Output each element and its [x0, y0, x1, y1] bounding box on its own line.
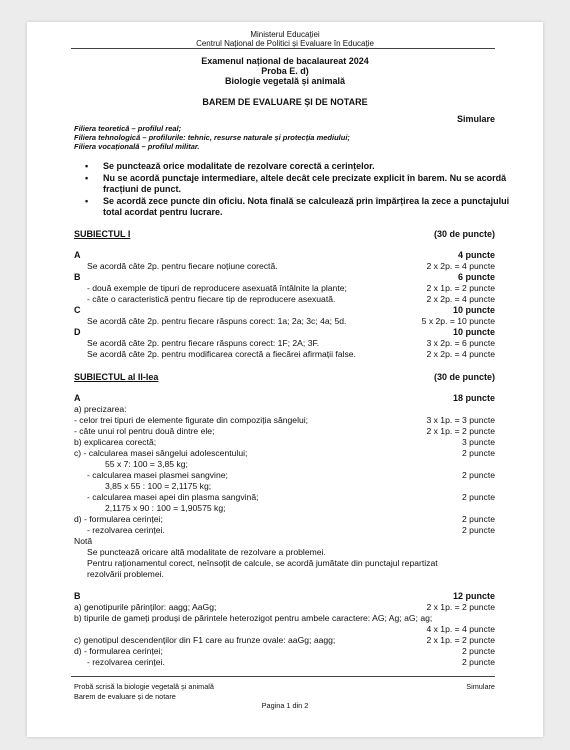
criterion-score: 2 puncte: [462, 646, 495, 656]
criterion-score: 3 puncte: [462, 437, 495, 447]
criterion-text: - celor trei tipuri de elemente figurate din compoziția sângelui;: [74, 415, 309, 425]
note-label: Notă: [74, 536, 93, 546]
criterion-score: 2 x 2p. = 4 puncte: [426, 349, 495, 359]
criterion-score: 3 x 1p. = 3 puncte: [426, 415, 495, 425]
item-label: A: [74, 393, 81, 403]
criterion-score: 4 x 1p. = 4 puncte: [426, 624, 495, 634]
item-label: C: [74, 305, 81, 315]
criterion-score: 2 x 2p. = 4 puncte: [426, 294, 495, 304]
criterion-text: a) precizarea:: [74, 404, 127, 414]
exam-title: Examenul național de bacalaureat 2024: [201, 56, 369, 66]
note-text: Pentru raționamentul corect, neînsoțit de calcule, se acordă jumătate din punctajul repartizat: [87, 558, 438, 568]
criterion-score: 2 puncte: [462, 448, 495, 458]
item-label: B: [74, 591, 81, 601]
bullet-icon: •: [85, 161, 89, 171]
subject-1-points: (30 de puncte): [433, 229, 495, 239]
note-text: Se punctează oricare altă modalitate de rezolvare a problemei.: [87, 547, 326, 557]
criterion-text: d) - formularea cerinței;: [74, 514, 163, 524]
filiera-line: Filiera vocațională – profilul militar.: [74, 142, 200, 151]
subject-2-title: SUBIECTUL al II-lea: [74, 372, 159, 382]
criterion-text: Se acordă câte 2p. pentru modificarea corectă a fiecărei afirmații false.: [87, 349, 356, 359]
header-divider: [71, 48, 495, 49]
criterion-text: a) genotipurile părinților: aagg; AaGg;: [74, 602, 217, 612]
criterion-score: 2 puncte: [462, 657, 495, 667]
bullet-icon: •: [85, 196, 89, 206]
footer-exam: Probă scrisă la biologie vegetală și animală: [74, 682, 214, 691]
item-points: 4 puncte: [457, 250, 495, 260]
criterion-text: Se acordă câte 2p. pentru fiecare noțiune corectă.: [87, 261, 278, 271]
bullet-icon: •: [85, 173, 89, 183]
subject-title: Biologie vegetală și animală: [224, 76, 346, 86]
page-number: Pagina 1 din 2: [261, 701, 309, 710]
criterion-score: 3 x 2p. = 6 puncte: [426, 338, 495, 348]
criterion-text: - calcularea masei plasmei sangvine;: [87, 470, 228, 480]
barem-title: BAREM DE EVALUARE ȘI DE NOTARE: [202, 97, 368, 107]
item-label: A: [74, 250, 81, 260]
item-points: 6 puncte: [457, 272, 495, 282]
criterion-score: 2 x 1p. = 2 puncte: [426, 283, 495, 293]
calculation-line: 3,85 x 55 : 100 = 2,1175 kg;: [105, 481, 212, 491]
note-text: rezolvării problemei.: [87, 569, 164, 579]
criterion-text: - două exemple de tipuri de reproducere asexuată întâlnite la plante;: [87, 283, 347, 293]
center-name: Centrul Național de Politici și Evaluare în Educație: [196, 39, 374, 48]
criterion-score: 2 puncte: [462, 492, 495, 502]
proba-title: Proba E. d): [261, 66, 309, 76]
criterion-text: - rezolvarea cerinței.: [87, 525, 165, 535]
item-points: 12 puncte: [452, 591, 495, 601]
calculation-line: 55 x 7: 100 = 3,85 kg;: [105, 459, 188, 469]
item-label: D: [74, 327, 81, 337]
filiera-line: Filiera teoretică – profilul real;: [74, 124, 182, 133]
criterion-score: 2 x 1p. = 2 puncte: [426, 602, 495, 612]
criterion-text: c) - calcularea masei sângelui adolescentului;: [74, 448, 248, 458]
item-points: 18 puncte: [452, 393, 495, 403]
criterion-score: 2 puncte: [462, 525, 495, 535]
ministry-name: Ministerul Educației: [250, 30, 320, 39]
criterion-text: b) explicarea corectă;: [74, 437, 157, 447]
criterion-text: - rezolvarea cerinței.: [87, 657, 165, 667]
criterion-text: c) genotipul descendenților din F1 care au frunze ovale: aaGg; aagg;: [74, 635, 336, 645]
footer-barem: Barem de evaluare și de notare: [74, 692, 176, 701]
item-points: 10 puncte: [452, 327, 495, 337]
criterion-text: d) - formularea cerinței;: [74, 646, 163, 656]
document-page: Ministerul Educației Centrul Național de Politici și Evaluare în Educație Examenul național de bacalaureat 2024 Proba E. d) Biologie vegetală și animală BAREM DE EVALUARE ȘI DE NOTARE Simulare Filiera teoretică – profilul real; Filiera tehnologică – profilurile: tehnic, resurse naturale și protecția mediului; Filiera vocațională – profilul militar. • Se punctează orice modalitate de rezolvare corectă a cerințelor. • Nu se acordă punctaje intermediare, altele decât cele precizate explicit în barem. Nu se acordă fracțiuni de punct. • Se acordă zece puncte din oficiu. Nota finală se calculează prin împărțirea la zece a punctajului total acordat pentru lucrare. SUBIECTUL I (30 de puncte) A 4 puncte Se acordă câte 2p. pentru fiecare noțiune corectă. 2 x 2p. = 4 puncte B 6 puncte - două exemple de tipuri de reproducere asexuată întâlnite la plante; 2 x 1p. = 2 puncte - câte o caracteristică pentru fiecare tip de reproducere asexuată. 2 x 2p. = 4 puncte C 10 puncte Se acordă câte 2p. pentru fiecare răspuns corect: 1a; 2a; 3c; 4a; 5d. 5 x 2p. = 10 puncte D 10 puncte Se acordă câte 2p. pentru fiecare răspuns corect: 1F; 2A; 3F. 3 x 2p. = 6 puncte Se acordă câte 2p. pentru modificarea corectă a fiecărei afirmații false. 2 x 2p. = 4 puncte SUBIECTUL al II-lea (30 de puncte) A 18 puncte a) precizarea: - celor trei tipuri de elemente figurate din compoziția sângelui; 3 x 1p. = 3 puncte - câte unui rol pentru două dintre ele; 2 x 1p. = 2 puncte b) explicarea corectă; 3 puncte c) - calcularea masei sângelui adolescentului; 2 puncte 55 x 7: 100 = 3,85 kg; - calcularea masei plasmei sangvine; 2 puncte 3,85 x 55 : 100 = 2,1175 kg; - calcularea masei apei din plasma sangvină; 2 puncte 2,1175 x 90 : 100 = 1,90575 kg; d) - formularea cerinței; 2 puncte - rezolvarea cerinței. 2 puncte Notă Se punctează oricare altă modalitate de rezolvare a problemei. Pentru raționamentul corect, neînsoțit de calcule, se acordă jumătate din punctajul repartizat rezolvării problemei. B 12 puncte a) genotipurile părinților: aagg; AaGg; 2 x 1p. = 2 puncte b) tipurile de gameți produși de părintele heterozigot pentru ambele caractere: AG; Ag; aG; ag; 4 x 1p. = 4 puncte c) genotipul descendenților din F1 care au frunze ovale: aaGg; aagg; 2 x 1p. = 2 puncte d) - formularea cerinței; 2 puncte - rezolvarea cerinței. 2 puncte Probă scrisă la biologie vegetală și animală Barem de evaluare și de notare Simulare Pagina 1 din 2: [27, 22, 543, 737]
criterion-text: Se acordă câte 2p. pentru fiecare răspuns corect: 1a; 2a; 3c; 4a; 5d.: [87, 316, 347, 326]
subject-1-title: SUBIECTUL I: [74, 229, 131, 239]
criterion-text: - calcularea masei apei din plasma sangvină;: [87, 492, 259, 502]
criterion-text: Se acordă câte 2p. pentru fiecare răspuns corect: 1F; 2A; 3F.: [87, 338, 320, 348]
simulare-label: Simulare: [456, 114, 495, 124]
filiera-line: Filiera tehnologică – profilurile: tehnic, resurse naturale și protecția mediului;: [74, 133, 350, 142]
calculation-line: 2,1175 x 90 : 100 = 1,90575 kg;: [105, 503, 226, 513]
footer-divider: [71, 676, 495, 677]
criterion-text: - câte o caracteristică pentru fiecare tip de reproducere asexuată.: [87, 294, 336, 304]
criterion-score: 5 x 2p. = 10 puncte: [421, 316, 495, 326]
subject-2-points: (30 de puncte): [433, 372, 495, 382]
item-points: 10 puncte: [452, 305, 495, 315]
criterion-score: 2 x 1p. = 2 puncte: [426, 635, 495, 645]
criterion-score: 2 x 1p. = 2 puncte: [426, 426, 495, 436]
criterion-score: 2 x 2p. = 4 puncte: [426, 261, 495, 271]
item-label: B: [74, 272, 81, 282]
criterion-score: 2 puncte: [462, 514, 495, 524]
criterion-text: - câte unui rol pentru două dintre ele;: [74, 426, 215, 436]
footer-simulare: Simulare: [466, 682, 495, 691]
criterion-score: 2 puncte: [462, 470, 495, 480]
criterion-text: b) tipurile de gameți produși de părintele heterozigot pentru ambele caractere: AG; Ag; aG; ag;: [74, 613, 433, 623]
